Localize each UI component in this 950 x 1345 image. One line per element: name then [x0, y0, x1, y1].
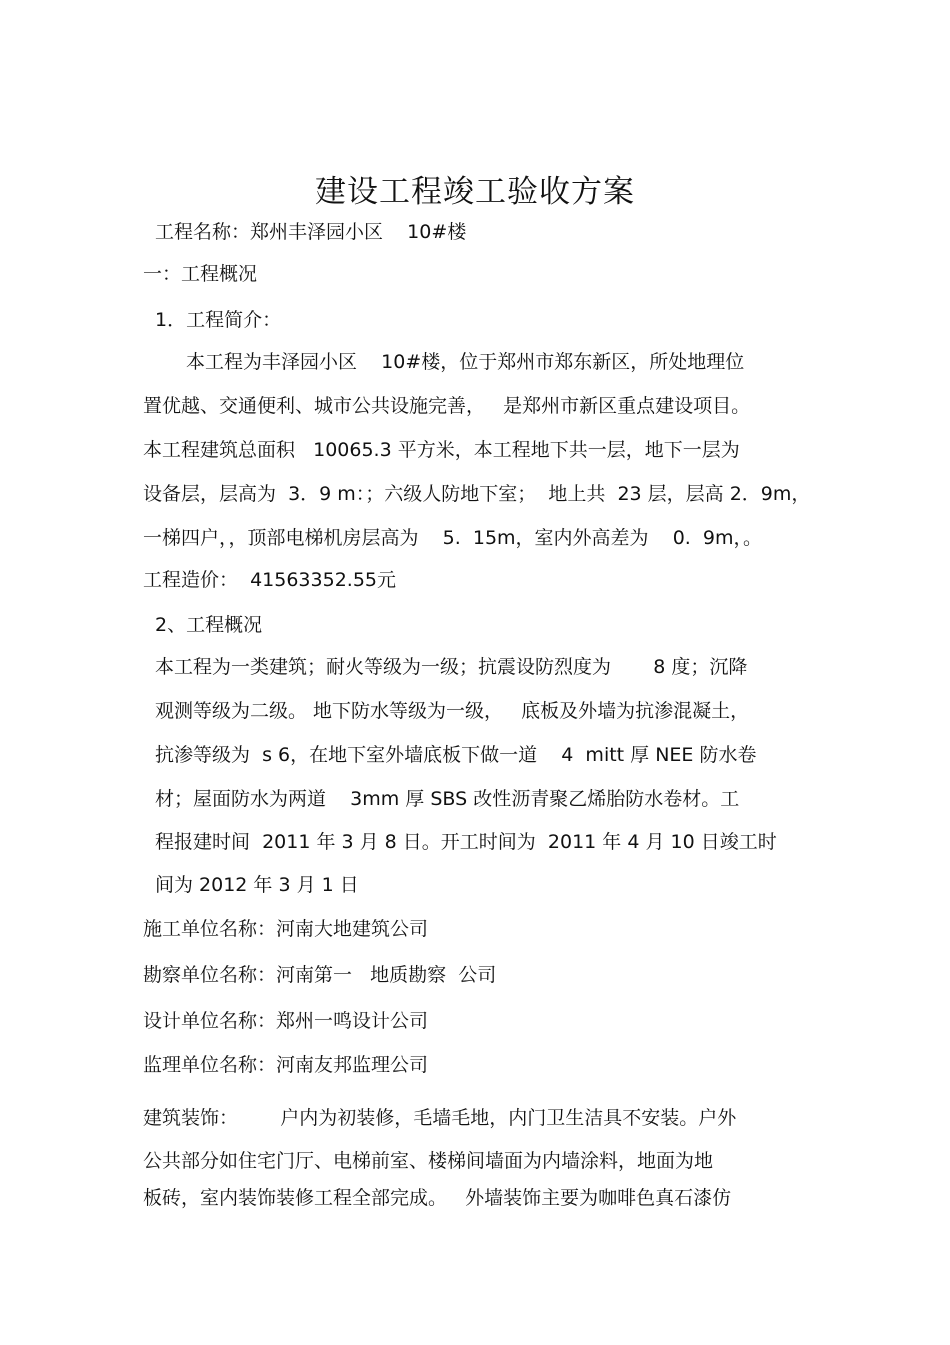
- supervision-unit-line: 监理单位名称：河南友邦监理公司: [143, 1054, 429, 1076]
- intro-line-2: 置优越、交通便利、城市公共设施完善， 是郑州市新区重点建设项目。: [143, 395, 751, 417]
- intro-line-6: 工程造价： 41563352.55元: [143, 569, 397, 591]
- decoration-line-2: 公共部分如住宅门厅、电梯前室、楼梯间墙面为内墙涂料，地面为地: [143, 1150, 714, 1172]
- intro-line-4: 设备层，层高为 3．9 m：；六级人防地下室； 地上共 23 层，层高 2．9m，: [143, 483, 811, 505]
- document-title: 建设工程竣工验收方案: [315, 174, 635, 210]
- subsection-overview-heading: 2、工程概况: [155, 614, 263, 636]
- project-name-line: 工程名称：郑州丰泽园小区 10#楼: [155, 221, 467, 243]
- decoration-line-1: 建筑装饰： 户内为初装修，毛墙毛地，内门卫生洁具不安装。户外: [143, 1107, 737, 1129]
- overview-line-6: 间为 2012 年 3 月 1 日: [155, 874, 359, 896]
- overview-line-4: 材；屋面防水为两道 3mm 厚 SBS 改性沥青聚乙烯胎防水卷材。工: [155, 788, 740, 810]
- section-one-heading: 一：工程概况: [143, 263, 258, 285]
- intro-line-1: 本工程为丰泽园小区 10#楼，位于郑州市郑东新区，所处地理位: [186, 351, 745, 373]
- intro-line-5: 一梯四户，，顶部电梯机房层高为 5. 15m，室内外高差为 0. 9m，。: [143, 527, 763, 549]
- overview-line-3: 抗渗等级为 s 6，在地下室外墙底板下做一道 4 mitt 厚 NEE 防水卷: [155, 744, 757, 766]
- subsection-intro-heading: 1．工程简介：: [155, 309, 282, 331]
- survey-unit-line: 勘察单位名称：河南第一 地质勘察 公司: [143, 964, 497, 986]
- decoration-line-3: 板砖，室内装饰装修工程全部完成。 外墙装饰主要为咖啡色真石漆仿: [143, 1187, 732, 1209]
- overview-line-5: 程报建时间 2011 年 3 月 8 日。开工时间为 2011 年 4 月 10 日竣工时: [155, 831, 777, 853]
- construction-unit-line: 施工单位名称：河南大地建筑公司: [143, 918, 429, 940]
- overview-line-2: 观测等级为二级。 地下防水等级为一级， 底板及外墙为抗渗混凝土，: [155, 700, 750, 722]
- overview-line-1: 本工程为一类建筑；耐火等级为一级；抗震设防烈度为 8 度；沉降: [155, 656, 748, 678]
- design-unit-line: 设计单位名称：郑州一鸣设计公司: [143, 1010, 429, 1032]
- intro-line-3: 本工程建筑总面积 10065.3 平方米，本工程地下共一层，地下一层为: [143, 439, 740, 461]
